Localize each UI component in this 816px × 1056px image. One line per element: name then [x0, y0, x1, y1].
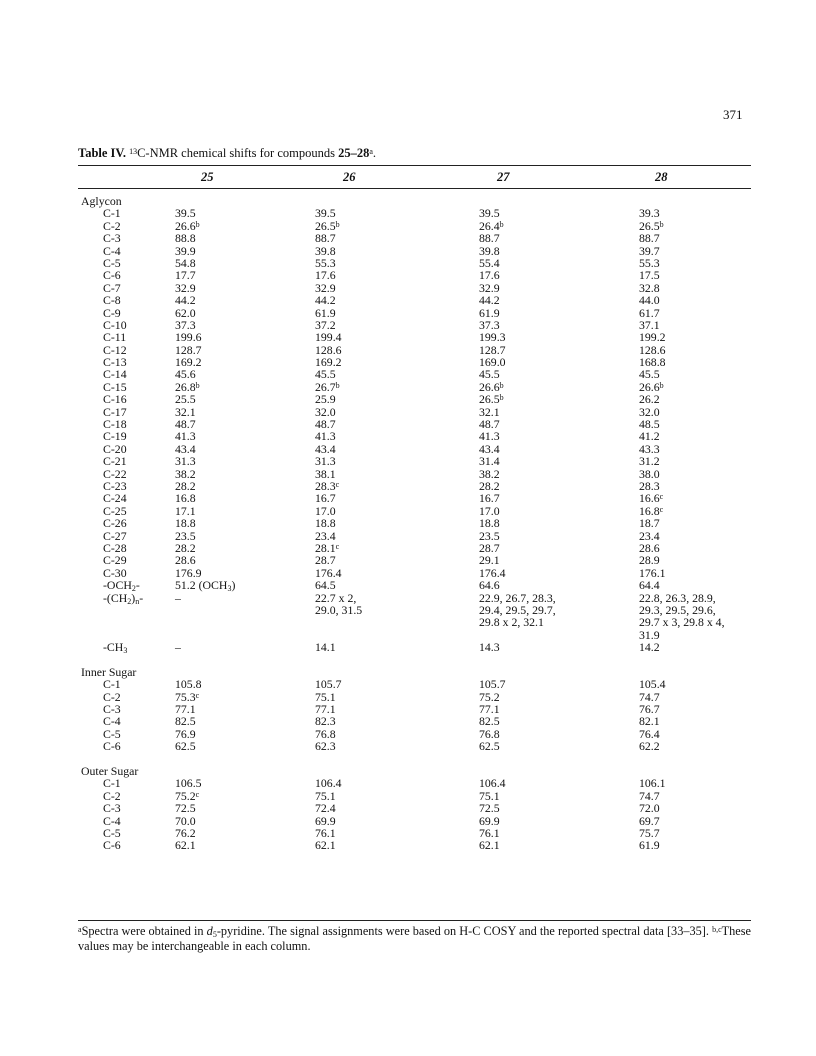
row-label: C-14 [103, 367, 127, 382]
row-label: $-(CH_2)_n-$ [103, 590, 144, 606]
table-row [0, 368, 816, 380]
cell-compound-27: 18.8 [479, 516, 500, 531]
cell-compound-28: 39.7 [639, 243, 660, 258]
cell-compound-25: 26.8$^b$ [175, 379, 200, 394]
table-row [0, 691, 816, 703]
row-label: C-4 [103, 714, 121, 729]
cell-compound-26: 16.7 [315, 491, 336, 506]
cell-compound-27: 55.4 [479, 255, 500, 270]
table-row [0, 257, 816, 269]
cell-compound-27: 23.5 [479, 528, 500, 543]
cell-compound-27: 14.3 [479, 640, 500, 655]
row-label: C-18 [103, 417, 127, 432]
cell-compound-25: – [175, 640, 181, 655]
cell-compound-25: 62.5 [175, 739, 196, 754]
cell-compound-25: 39.5 [175, 206, 196, 221]
cell-compound-25: 88.8 [175, 231, 196, 246]
row-label: C-15 [103, 379, 127, 394]
table-row [0, 245, 816, 257]
cell-compound-28: 61.9 [639, 838, 660, 853]
cell-compound-26: 82.3 [315, 714, 336, 729]
cell-compound-25: 18.8 [175, 516, 196, 531]
cell-compound-28: 28.6 [639, 540, 660, 555]
cell-compound-26: 75.1 [315, 689, 336, 704]
row-label: C-24 [103, 491, 127, 506]
cell-compound-26: 17.6 [315, 268, 336, 283]
cell-compound-27: 69.9 [479, 813, 500, 828]
cell-compound-27: 128.7 [479, 342, 506, 357]
row-label: C-13 [103, 355, 127, 370]
cell-compound-27: 29.4, 29.5, 29.7, [479, 602, 556, 617]
cell-compound-27: 62.1 [479, 838, 500, 853]
cell-compound-28: 106.1 [639, 776, 666, 791]
cell-compound-28: 41.2 [639, 429, 660, 444]
cell-compound-26: 45.5 [315, 367, 336, 382]
cell-compound-25: 76.9 [175, 726, 196, 741]
cell-compound-27: 28.7 [479, 540, 500, 555]
row-label: C-19 [103, 429, 127, 444]
cell-compound-25: 28.2 [175, 478, 196, 493]
cell-compound-26: 26.7$^b$ [315, 379, 340, 394]
cell-compound-25: 17.7 [175, 268, 196, 283]
table-row [0, 492, 816, 504]
cell-compound-28: 55.3 [639, 255, 660, 270]
cell-compound-26: 76.1 [315, 825, 336, 840]
cell-compound-27: 32.9 [479, 280, 500, 295]
cell-compound-28: 31.2 [639, 454, 660, 469]
table-row [0, 802, 816, 814]
row-label: $-CH_3$ [103, 640, 128, 656]
cell-compound-25: 62.0 [175, 305, 196, 320]
cell-compound-25: 105.8 [175, 677, 202, 692]
row-label: C-21 [103, 454, 127, 469]
cell-compound-26: 64.5 [315, 578, 336, 593]
row-label: C-3 [103, 801, 121, 816]
cell-compound-28: 37.1 [639, 317, 660, 332]
table-row [0, 455, 816, 467]
cell-compound-26: 23.4 [315, 528, 336, 543]
table-header-rule [78, 188, 751, 189]
cell-compound-26: 44.2 [315, 293, 336, 308]
cell-compound-25: 176.9 [175, 565, 202, 580]
cell-compound-25: 38.2 [175, 466, 196, 481]
cell-compound-25: 25.5 [175, 392, 196, 407]
cell-compound-26: 62.1 [315, 838, 336, 853]
row-label: C-16 [103, 392, 127, 407]
table-body [0, 195, 816, 852]
cell-compound-26: 29.0, 31.5 [315, 602, 363, 617]
row-label: C-6 [103, 268, 121, 283]
cell-compound-27: 39.8 [479, 243, 500, 258]
table-section-row [0, 765, 816, 777]
cell-compound-27: 26.5$^b$ [479, 392, 504, 407]
cell-compound-25: 37.3 [175, 317, 196, 332]
cell-compound-27: 169.0 [479, 355, 506, 370]
cell-compound-26: 31.3 [315, 454, 336, 469]
table-row [0, 232, 816, 244]
row-label: C-30 [103, 565, 127, 580]
cell-compound-28: 16.8$^c$ [639, 503, 664, 518]
cell-compound-26: 61.9 [315, 305, 336, 320]
row-label: C-5 [103, 825, 121, 840]
table-row [0, 703, 816, 715]
cell-compound-25: 32.1 [175, 404, 196, 419]
cell-compound-25: 48.7 [175, 417, 196, 432]
cell-compound-28: 14.2 [639, 640, 660, 655]
cell-compound-26: 28.7 [315, 553, 336, 568]
cell-compound-26: 28.3$^c$ [315, 478, 340, 493]
cell-compound-27: 48.7 [479, 417, 500, 432]
table-row [0, 616, 816, 628]
cell-compound-28: 26.2 [639, 392, 660, 407]
cell-compound-27: 82.5 [479, 714, 500, 729]
cell-compound-28: 23.4 [639, 528, 660, 543]
cell-compound-25: 31.3 [175, 454, 196, 469]
row-label: $-OCH_2-$ [103, 578, 140, 594]
cell-compound-28: 31.9 [639, 627, 660, 642]
cell-compound-25: 76.2 [175, 825, 196, 840]
cell-compound-26: 88.7 [315, 231, 336, 246]
cell-compound-25: 17.1 [175, 503, 196, 518]
cell-compound-27: 199.3 [479, 330, 506, 345]
table-row [0, 207, 816, 219]
cell-compound-28: 18.7 [639, 516, 660, 531]
cell-compound-25: 39.9 [175, 243, 196, 258]
table-row [0, 331, 816, 343]
cell-compound-28: 29.3, 29.5, 29.6, [639, 602, 716, 617]
cell-compound-26: 106.4 [315, 776, 342, 791]
cell-compound-28: 74.7 [639, 689, 660, 704]
cell-compound-27: 61.9 [479, 305, 500, 320]
cell-compound-27: 26.4$^b$ [479, 218, 504, 233]
cell-compound-25: 169.2 [175, 355, 202, 370]
cell-compound-28: 48.5 [639, 417, 660, 432]
cell-compound-25: 26.6$^b$ [175, 218, 200, 233]
table-label: Table IV. [78, 146, 126, 160]
cell-compound-28: 64.4 [639, 578, 660, 593]
cell-compound-27: 176.4 [479, 565, 506, 580]
row-label: C-6 [103, 739, 121, 754]
row-label: C-2 [103, 689, 121, 704]
row-label: C-10 [103, 317, 127, 332]
row-label: C-29 [103, 553, 127, 568]
cell-compound-26: 32.9 [315, 280, 336, 295]
cell-compound-25: 70.0 [175, 813, 196, 828]
cell-compound-27: 39.5 [479, 206, 500, 221]
cell-compound-25: 128.7 [175, 342, 202, 357]
cell-compound-27: 45.5 [479, 367, 500, 382]
row-label: C-7 [103, 280, 121, 295]
row-label: C-12 [103, 342, 127, 357]
cell-compound-25: – [175, 590, 181, 605]
section-label: Aglycon [81, 194, 122, 208]
cell-compound-25: 51.2 $(OCH_3)$ [175, 578, 236, 594]
row-label: C-1 [103, 677, 121, 692]
cell-compound-25: 23.5 [175, 528, 196, 543]
cell-compound-27: 16.7 [479, 491, 500, 506]
table-row [0, 393, 816, 405]
cell-compound-25: 82.5 [175, 714, 196, 729]
row-label: C-5 [103, 726, 121, 741]
cell-compound-27: 17.6 [479, 268, 500, 283]
cell-compound-28: 76.4 [639, 726, 660, 741]
cell-compound-28: 76.7 [639, 702, 660, 717]
cell-compound-26: 26.5$^b$ [315, 218, 340, 233]
cell-compound-25: 199.6 [175, 330, 202, 345]
table-section-row [0, 666, 816, 678]
row-label: C-28 [103, 540, 127, 555]
cell-compound-25: 32.9 [175, 280, 196, 295]
cell-compound-28: 32.0 [639, 404, 660, 419]
cell-compound-25: 44.2 [175, 293, 196, 308]
row-label: C-23 [103, 478, 127, 493]
cell-compound-28: 61.7 [639, 305, 660, 320]
row-label: C-1 [103, 776, 121, 791]
cell-compound-27: 106.4 [479, 776, 506, 791]
table-row [0, 578, 816, 594]
table-row [0, 220, 816, 232]
cell-compound-26: 48.7 [315, 417, 336, 432]
cell-compound-27: 22.9, 26.7, 28.3, [479, 590, 556, 605]
cell-compound-25: 77.1 [175, 702, 196, 717]
row-label: C-1 [103, 206, 121, 221]
table-row [0, 728, 816, 740]
cell-compound-28: 199.2 [639, 330, 666, 345]
cell-compound-26: 128.6 [315, 342, 342, 357]
cell-compound-26: 105.7 [315, 677, 342, 692]
cell-compound-28: 39.3 [639, 206, 660, 221]
table-row [0, 282, 816, 294]
cell-compound-27: 43.4 [479, 441, 500, 456]
row-label: C-17 [103, 404, 127, 419]
cell-compound-26: 39.8 [315, 243, 336, 258]
cell-compound-25: 62.1 [175, 838, 196, 853]
cell-compound-25: 75.2$^c$ [175, 788, 200, 803]
cell-compound-25: 28.2 [175, 540, 196, 555]
cell-compound-27: 76.8 [479, 726, 500, 741]
cell-compound-28: 128.6 [639, 342, 666, 357]
cell-compound-28: 44.0 [639, 293, 660, 308]
cell-compound-26: 77.1 [315, 702, 336, 717]
cell-compound-28: 43.3 [639, 441, 660, 456]
cell-compound-27: 26.6$^b$ [479, 379, 504, 394]
cell-compound-26: 43.4 [315, 441, 336, 456]
cell-compound-25: 16.8 [175, 491, 196, 506]
cell-compound-26: 199.4 [315, 330, 342, 345]
cell-compound-27: 75.1 [479, 788, 500, 803]
table-row [0, 740, 816, 752]
cell-compound-26: 17.0 [315, 503, 336, 518]
cell-compound-28: 88.7 [639, 231, 660, 246]
table-spacer [0, 653, 816, 665]
cell-compound-28: 82.1 [639, 714, 660, 729]
cell-compound-28: 168.8 [639, 355, 666, 370]
cell-compound-27: 62.5 [479, 739, 500, 754]
row-label: C-22 [103, 466, 127, 481]
cell-compound-27: 29.1 [479, 553, 500, 568]
row-label: C-2 [103, 218, 121, 233]
cell-compound-28: 75.7 [639, 825, 660, 840]
cell-compound-28: 22.8, 26.3, 28.9, [639, 590, 716, 605]
cell-compound-28: 32.8 [639, 280, 660, 295]
table-row [0, 815, 816, 827]
cell-compound-28: 62.2 [639, 739, 660, 754]
cell-compound-26: 62.3 [315, 739, 336, 754]
cell-compound-28: 26.5$^b$ [639, 218, 664, 233]
cell-compound-27: 44.2 [479, 293, 500, 308]
cell-compound-26: 41.3 [315, 429, 336, 444]
cell-compound-27: 64.6 [479, 578, 500, 593]
row-label: C-5 [103, 255, 121, 270]
row-label: C-3 [103, 702, 121, 717]
cell-compound-28: 38.0 [639, 466, 660, 481]
column-header-28: 28 [655, 170, 668, 184]
column-header-26: 26 [343, 170, 356, 184]
cell-compound-26: 169.2 [315, 355, 342, 370]
cell-compound-25: 28.6 [175, 553, 196, 568]
table-row [0, 678, 816, 690]
cell-compound-28: 16.6$^c$ [639, 491, 664, 506]
row-label: C-6 [103, 838, 121, 853]
cell-compound-28: 69.7 [639, 813, 660, 828]
row-label: C-4 [103, 243, 121, 258]
table-row [0, 790, 816, 802]
cell-compound-27: 72.5 [479, 801, 500, 816]
table-row [0, 294, 816, 306]
table-title: $^{13}$C-NMR chemical shifts for compounds 25–28$^a$. [129, 146, 377, 160]
section-label: Inner Sugar [81, 664, 137, 679]
cell-compound-27: 31.4 [479, 454, 500, 469]
row-label: C-8 [103, 293, 121, 308]
table-row [0, 777, 816, 789]
cell-compound-26: 76.8 [315, 726, 336, 741]
cell-compound-25: 43.4 [175, 441, 196, 456]
table-row [0, 554, 816, 566]
cell-compound-25: 75.3$^c$ [175, 689, 200, 704]
cell-compound-26: 37.2 [315, 317, 336, 332]
cell-compound-27: 29.8 x 2, 32.1 [479, 615, 544, 630]
row-label: C-25 [103, 503, 127, 518]
cell-compound-25: 54.8 [175, 255, 196, 270]
section-label: Outer Sugar [81, 763, 139, 778]
row-label: C-27 [103, 528, 127, 543]
row-label: C-26 [103, 516, 127, 531]
cell-compound-27: 105.7 [479, 677, 506, 692]
column-header-25: 25 [201, 170, 214, 184]
cell-compound-27: 38.2 [479, 466, 500, 481]
table-caption [78, 146, 376, 161]
cell-compound-26: 18.8 [315, 516, 336, 531]
table-section-row [0, 195, 816, 207]
row-label: C-11 [103, 330, 127, 345]
cell-compound-28: 105.4 [639, 677, 666, 692]
cell-compound-26: 39.5 [315, 206, 336, 221]
cell-compound-25: 45.6 [175, 367, 196, 382]
page-number: 371 [723, 107, 743, 122]
table-row [0, 839, 816, 851]
table-row [0, 640, 816, 656]
cell-compound-28: 26.6$^b$ [639, 379, 664, 394]
cell-compound-27: 41.3 [479, 429, 500, 444]
row-label: C-3 [103, 231, 121, 246]
cell-compound-26: 72.4 [315, 801, 336, 816]
table-row [0, 430, 816, 442]
cell-compound-28: 29.7 x 3, 29.8 x 4, [639, 615, 725, 630]
row-label: C-20 [103, 441, 127, 456]
cell-compound-28: 17.5 [639, 268, 660, 283]
table-row [0, 269, 816, 281]
cell-compound-27: 32.1 [479, 404, 500, 419]
cell-compound-28: 28.3 [639, 478, 660, 493]
cell-compound-27: 28.2 [479, 478, 500, 493]
cell-compound-26: 69.9 [315, 813, 336, 828]
table-top-rule [78, 165, 751, 166]
row-label: C-2 [103, 788, 121, 803]
table-row [0, 517, 816, 529]
cell-compound-27: 75.2 [479, 689, 500, 704]
cell-compound-28: 176.1 [639, 565, 666, 580]
cell-compound-27: 17.0 [479, 503, 500, 518]
table-footnote: $^a$Spectra were obtained in $d_5$-pyridine. The signal assignments were based on H-C COSY and the reported spectral data [33–35]. $^{b,c}$These values may be interchangeable in each column. [78, 924, 752, 953]
table-row [0, 715, 816, 727]
cell-compound-26: 32.0 [315, 404, 336, 419]
cell-compound-28: 72.0 [639, 801, 660, 816]
cell-compound-27: 88.7 [479, 231, 500, 246]
cell-compound-26: 28.1$^c$ [315, 540, 340, 555]
cell-compound-26: 25.9 [315, 392, 336, 407]
table-bottom-rule [78, 920, 751, 921]
cell-compound-25: 106.5 [175, 776, 202, 791]
column-header-27: 27 [497, 170, 510, 184]
cell-compound-27: 76.1 [479, 825, 500, 840]
row-label: C-4 [103, 813, 121, 828]
cell-compound-27: 77.1 [479, 702, 500, 717]
cell-compound-26: 55.3 [315, 255, 336, 270]
cell-compound-25: 41.3 [175, 429, 196, 444]
row-label: C-9 [103, 305, 121, 320]
cell-compound-27: 37.3 [479, 317, 500, 332]
cell-compound-26: 22.7 x 2, [315, 590, 357, 605]
cell-compound-26: 38.1 [315, 466, 336, 481]
cell-compound-25: 72.5 [175, 801, 196, 816]
cell-compound-28: 45.5 [639, 367, 660, 382]
cell-compound-28: 28.9 [639, 553, 660, 568]
table-row [0, 827, 816, 839]
cell-compound-28: 74.7 [639, 788, 660, 803]
cell-compound-26: 14.1 [315, 640, 336, 655]
cell-compound-26: 75.1 [315, 788, 336, 803]
cell-compound-26: 176.4 [315, 565, 342, 580]
